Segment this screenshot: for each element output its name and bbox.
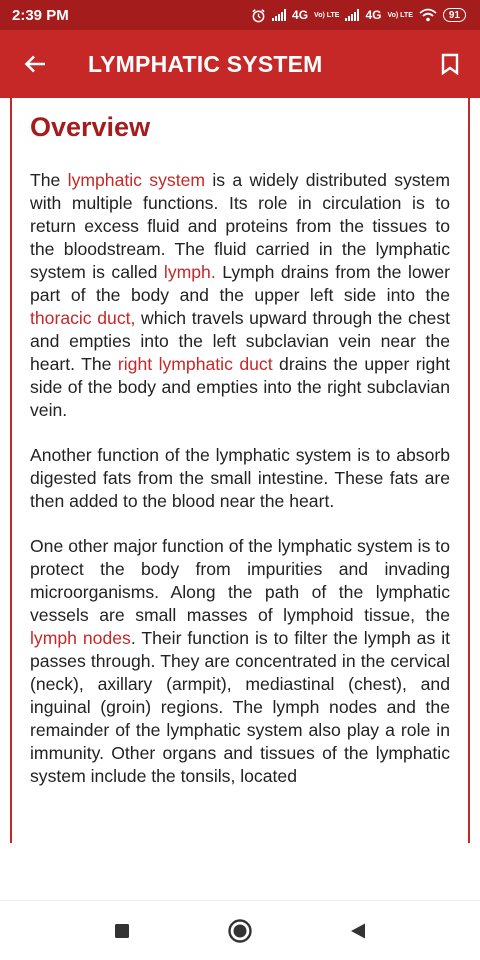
battery-icon bbox=[443, 8, 466, 22]
text: The bbox=[30, 170, 68, 190]
circle-home-icon bbox=[227, 918, 253, 944]
network-type-2: 4G bbox=[365, 8, 382, 22]
content-card[interactable] bbox=[10, 98, 470, 843]
wifi-icon bbox=[419, 8, 437, 22]
text: . Their function is to filter the lymph as it passes through. They are concentrated in the cervical (neck), axillary (armpit), mediastinal (chest), and inguinal (groin) regions. The lymph nodes and the remainder of the lymphatic system also play a role in immunity. Other organs and tissues of the lymphatic system include the tonsils, located bbox=[30, 628, 451, 786]
text: is a widely distributed system with multiple functions. Its role in circulation is to return excess fluid and proteins from the tissues to the bloodstream. The fluid carried in the lymphatic system is called bbox=[30, 170, 450, 282]
section-heading: Overview bbox=[30, 112, 151, 142]
text: which travels upward through the chest and empties into the left subclavian vein near the heart. The bbox=[30, 308, 450, 374]
volte-badge-2: Vo) LTE bbox=[387, 11, 413, 19]
volte-badge-1: Vo) LTE bbox=[314, 11, 340, 19]
paragraph-1 bbox=[30, 169, 450, 422]
battery-level: 91 bbox=[448, 9, 460, 21]
system-nav-bar bbox=[0, 900, 480, 960]
link-lymph-nodes[interactable]: lymph nodes bbox=[30, 628, 131, 648]
bookmark-button[interactable] bbox=[420, 30, 480, 98]
arrow-left-icon bbox=[24, 55, 46, 73]
text: Lymph drains from the lower part of the body and the upper left side into the bbox=[30, 262, 451, 305]
nav-back-button[interactable] bbox=[340, 913, 376, 949]
triangle-back-icon bbox=[349, 922, 367, 940]
back-button[interactable] bbox=[0, 30, 70, 98]
home-button[interactable] bbox=[222, 913, 258, 949]
network-type-1: 4G bbox=[292, 8, 309, 22]
link-right-lymphatic-duct[interactable]: right lymphatic duct bbox=[117, 354, 273, 374]
square-icon bbox=[114, 923, 130, 939]
page-title: LYMPHATIC SYSTEM bbox=[88, 50, 323, 77]
bookmark-icon bbox=[441, 53, 459, 75]
link-thoracic-duct[interactable]: thoracic duct, bbox=[30, 308, 136, 328]
article-body bbox=[12, 98, 468, 788]
status-time: 2:39 PM bbox=[12, 6, 69, 24]
paragraph-3 bbox=[30, 535, 450, 788]
alarm-icon bbox=[251, 8, 266, 23]
status-bar bbox=[0, 0, 480, 30]
link-lymphatic-system[interactable]: lymphatic system bbox=[67, 170, 206, 190]
signal-icon-2 bbox=[345, 9, 359, 21]
recent-apps-button[interactable] bbox=[104, 913, 140, 949]
link-lymph[interactable]: lymph. bbox=[163, 262, 216, 282]
paragraph-2: Another function of the lymphatic system is to absorb digested fats from the small intestine. These fats are then added to the blood near the heart. bbox=[30, 445, 450, 511]
text: drains the upper right side of the body and empties into the right subclavian vein. bbox=[30, 354, 450, 420]
status-icons bbox=[251, 8, 466, 23]
signal-icon-1 bbox=[272, 9, 286, 21]
app-bar bbox=[0, 30, 480, 98]
text: One other major function of the lymphatic system is to protect the body from impurities and invading microorganisms. Along the path of the lymphatic vessels are small masses of lymphoid tissue, the bbox=[30, 536, 450, 625]
